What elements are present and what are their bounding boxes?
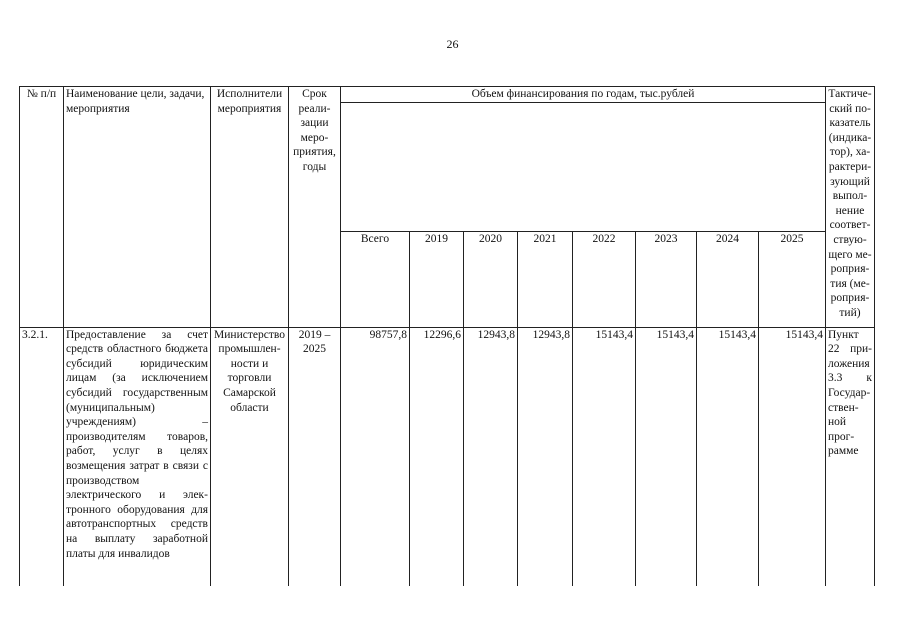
header-year: 2025: [759, 231, 826, 327]
header-name: Наименование цели, задачи, мероприятия: [64, 87, 211, 328]
row-value: 12943,8: [518, 327, 573, 586]
header-total: Всего: [341, 231, 410, 327]
header-year: 2023: [636, 231, 697, 327]
header-year: 2020: [464, 231, 518, 327]
row-term: 2019 – 2025: [289, 327, 341, 586]
row-value: 15143,4: [573, 327, 636, 586]
header-term: Срок реализации мероприятия, годы: [289, 87, 341, 328]
row-total: 98757,8: [341, 327, 410, 586]
row-value: 12296,6: [410, 327, 464, 586]
row-value: 15143,4: [697, 327, 759, 586]
header-indicator: Тактический показатель (индикатор), характеризующий выполнение соответствующего мероприятия (мероприятий): [826, 87, 875, 328]
header-row: [20, 87, 875, 103]
row-value: 12943,8: [464, 327, 518, 586]
row-indicator: Пункт 22 приложения 3.3 к Государственной программе: [826, 327, 875, 586]
header-num: № п/п: [20, 87, 64, 328]
financing-table: [19, 86, 875, 586]
header-year: 2019: [410, 231, 464, 327]
header-funding-space: [341, 102, 826, 231]
header-year: 2022: [573, 231, 636, 327]
header-year: 2024: [697, 231, 759, 327]
header-executor: Исполнители мероприятия: [211, 87, 289, 328]
row-value: 15143,4: [759, 327, 826, 586]
table-row: [20, 327, 875, 586]
header-year: 2021: [518, 231, 573, 327]
header-funding: Объем финансирования по годам, тыс.рублей: [341, 87, 826, 103]
row-value: 15143,4: [636, 327, 697, 586]
row-executor: Министерство промышленности и торговли Самарской области: [211, 327, 289, 586]
row-name: Предоставление за счет средств областного бюджета субсидий юридическим лицам (за исключением субсидий государственным (муниципальным) учреждениям) – производителям товаров, работ, услуг в целях возмещения затрат в связи с производством электрического и электронного оборудования для автотранспортных средств на выплату заработной платы для инвалидов: [64, 327, 211, 586]
row-num: 3.2.1.: [20, 327, 64, 586]
page-number: 26: [446, 37, 459, 51]
